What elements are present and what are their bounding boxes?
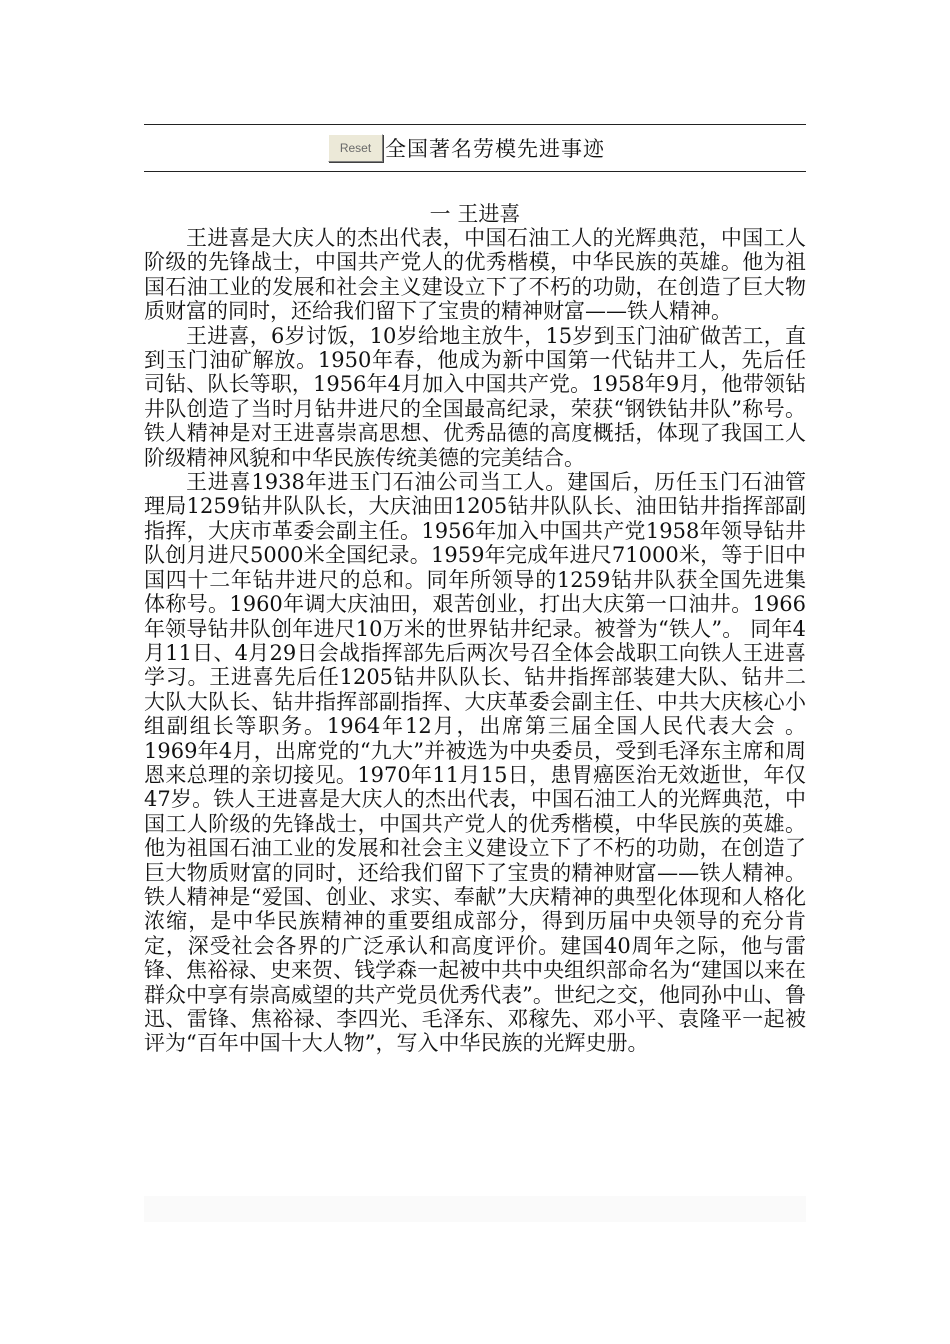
page-footer-band: [144, 1196, 806, 1222]
paragraph-career: 王进喜1938年进玉门石油公司当工人。建国后，历任玉门石油管理局1259钻井队队长，大庆油田1205钻井队队长、油田钻井指挥部副指挥，大庆市革委会副主任。1956年加入中国共产党1958年领导钻井队创月进尺5000米全国纪录。1959年完成年进尺71000米，等于旧中国四十二年钻井进尺的总和。同年所领导的1259钻井队获全国先进集体称号。1960年调大庆油田，艰苦创业，打出大庆第一口油井。1966年领导钻井队创年进尺10万米的世界钻井纪录。被誉为“铁人”。 同年4月11日、4月29日会战指挥部先后两次号召全体会战职工向铁人王进喜学习。王进喜先后任1205钻井队队长、钻井指挥部装建大队、钻井二大队大队长、钻井指挥部副指挥、大庆革委会副主任、中共大庆核心小组副组长等职务。1964年12月，出席第三届全国人民代表大会 。1969年4月，出席党的“九大”并被选为中央委员，受到毛泽东主席和周恩来总理的亲切接见。1970年11月15日，患胃癌医治无效逝世，年仅47岁。铁人王进喜是大庆人的杰出代表，中国石油工人的光辉典范，中国工人阶级的先锋战士，中国共产党人的优秀楷模，中华民族的英雄。他为祖国石油工业的发展和社会主义建设立下了不朽的功勋，在创造了巨大物质财富的同时，还给我们留下了宝贵的精神财富——铁人精神。铁人精神是“爱国、创业、求实、奉献”大庆精神的典型化体现和人格化浓缩，是中华民族精神的重要组成部分，得到历届中央领导的充分肯定，深受社会各界的广泛承认和高度评价。建国40周年之际，他与雷锋、焦裕禄、史来贺、钱学森一起被中共中央组织部命名为“建国以来在群众中享有崇高威望的共产党员优秀代表”。世纪之交，他同孙中山、鲁迅、雷锋、焦裕禄、李四光、毛泽东、邓稼先、邓小平、袁隆平一起被评为“百年中国十大人物”，写入中华民族的光辉史册。: [144, 470, 806, 1056]
reset-button[interactable]: Reset: [328, 134, 383, 162]
document-body: [144, 124, 806, 1056]
article-content: [144, 172, 806, 1056]
paragraph-intro: 王进喜是大庆人的杰出代表，中国石油工人的光辉典范，中国工人阶级的先锋战士，中国共产党人的优秀楷模，中华民族的英雄。他为祖国石油工业的发展和社会主义建设立下了不朽的功勋，在创造了巨大物质财富的同时，还给我们留下了宝贵的精神财富——铁人精神。: [144, 226, 806, 324]
section-heading: 一 王进喜: [429, 202, 521, 226]
paragraph-early-life: 王进喜，6岁讨饭，10岁给地主放牛，15岁到玉门油矿做苦工，直到玉门油矿解放。1950年春，他成为新中国第一代钻井工人，先后任司钻、队长等职，1956年4月加入中国共产党。1958年9月，他带领钻井队创造了当时月钻井进尺的全国最高纪录，荣获“钢铁钻井队”称号。铁人精神是对王进喜崇高思想、优秀品德的高度概括，体现了我国工人阶级精神风貌和中华民族传统美德的完美结合。: [144, 323, 806, 470]
document-header: [144, 125, 806, 171]
document-title: 全国著名劳模先进事迹: [385, 137, 605, 161]
